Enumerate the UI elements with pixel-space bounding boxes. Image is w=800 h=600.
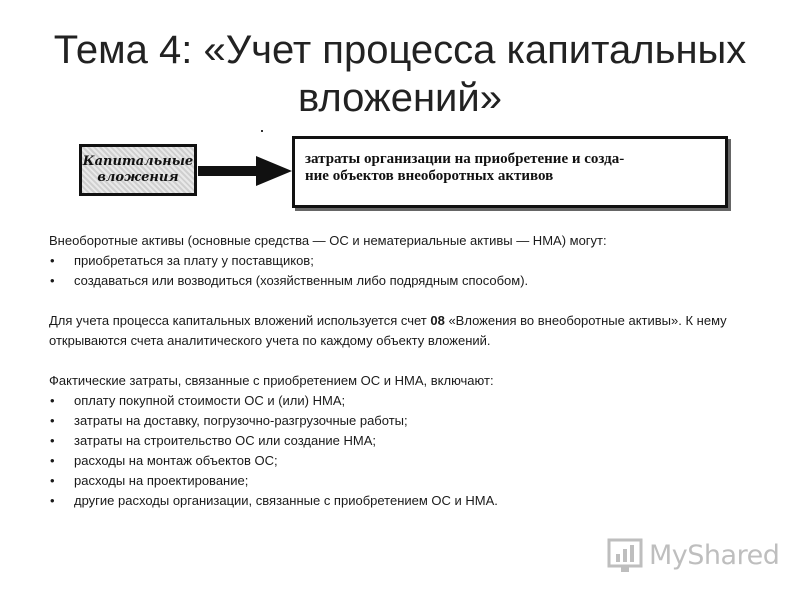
definition-label: затраты организации на приобретение и созда- ние объектов внеоборотных активов — [305, 151, 625, 184]
watermark-text: MyShared — [649, 540, 780, 571]
definition-box — [292, 136, 728, 208]
account-number: 08 — [430, 313, 445, 328]
bar-chart-icon — [607, 538, 643, 574]
list-item: • приобретаться за плату у поставщиков; — [49, 251, 749, 271]
section3-intro: Фактические затраты, связанные с приобретением ОС и НМА, включают: — [49, 373, 494, 388]
section1-list — [49, 251, 749, 291]
section1-intro: Внеоборотные активы (основные средства — ОС и нематериальные активы — НМА) могут: — [49, 233, 607, 248]
slide-title-line2: вложений» — [298, 76, 502, 120]
slide-title-line1: Тема 4: «Учет процесса капитальных — [53, 28, 747, 72]
section2-paragraph — [49, 311, 749, 351]
list-item: • другие расходы организации, связанные с приобретением ОС и НМА. — [49, 491, 749, 511]
list-item: • расходы на монтаж объектов ОС; — [49, 451, 749, 471]
watermark-logo — [607, 536, 780, 576]
term-box — [79, 144, 197, 196]
list-item: • оплату покупной стоимости ОС и (или) НМА; — [49, 391, 749, 411]
definition-diagram — [76, 130, 728, 210]
section2-text-start: Для учета процесса капитальных вложений используется счет — [49, 313, 431, 328]
slide-body — [49, 231, 749, 511]
term-label: Капитальные вложения — [82, 154, 194, 185]
section3-list — [49, 391, 749, 511]
list-item: • затраты на строительство ОС или создание НМА; — [49, 431, 749, 451]
list-item: • затраты на доставку, погрузочно-разгрузочные работы; — [49, 411, 749, 431]
arrow-right-icon — [198, 156, 292, 186]
list-item: • создаваться или возводиться (хозяйственным либо подрядным способом). — [49, 271, 749, 291]
section2-text-end: «Вложения во внеоборотные активы». К нему открываются счета аналитического учета по каждому объекту вложений. — [49, 313, 727, 348]
list-item: • расходы на проектирование; — [49, 471, 749, 491]
slide-title — [40, 26, 760, 122]
scan-dot — [261, 130, 263, 132]
